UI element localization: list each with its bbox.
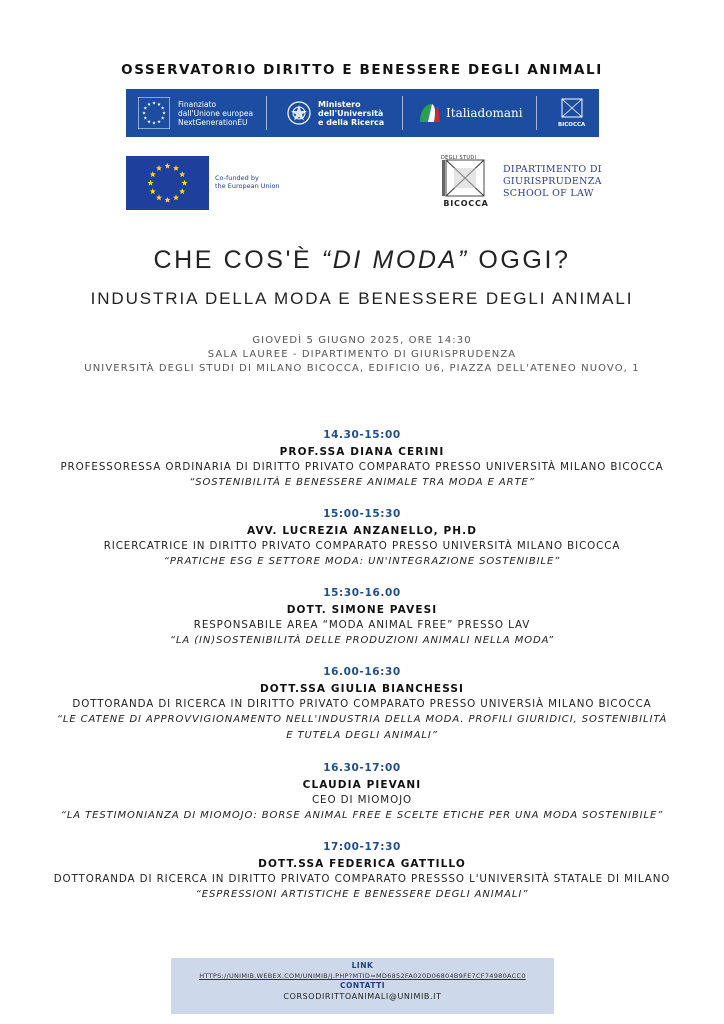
contact-email[interactable]: CORSODIRITTOANIMALI@UNIMIB.IT: [283, 992, 442, 1001]
funding-banner: [126, 89, 599, 137]
italy-tricolor-icon: [416, 100, 442, 126]
eu-star-icon: [181, 180, 187, 186]
program-talk-title: “PRATICHE ESG E SETTORE MODA: UN'INTEGRAZIONE SOSTENIBILE”: [163, 556, 561, 567]
program-talk-title: “LA (IN)SOSTENIBILITÀ DELLE PRODUZIONI ANIMALI NELLA MODA”: [169, 635, 555, 646]
banner-divider: [402, 96, 403, 130]
eu-flag: [126, 156, 209, 210]
program-role: CEO DI MIOMOJO: [311, 794, 413, 806]
program-role: RICERCATRICE IN DIRITTO PRIVATO COMPARATO PRESSO UNIVERSITÀ MILANO BICOCCA: [103, 540, 621, 552]
program-role: DOTTORANDA DI RICERCA IN DIRITTO PRIVATO COMPARATO PRESSO UNIVERSIÀ MILANO BICOCCA: [72, 698, 652, 710]
eu-star-icon: [156, 195, 162, 201]
event-date: GIOVEDÌ 5 GIUGNO 2025, ORE 14:30: [252, 335, 472, 346]
eu-stars-circle-icon: [126, 156, 209, 210]
program-time: 16.30-17:00: [323, 762, 401, 774]
event-room: SALA LAUREE - DIPARTIMENTO DI GIURISPRUDENZA: [207, 349, 517, 360]
program-item: [0, 507, 724, 570]
eu-star-icon: [147, 120, 150, 123]
eu-star-icon: [164, 197, 170, 203]
eu-star-icon: [179, 188, 185, 194]
eu-star-icon: [147, 103, 150, 106]
department-line3: SCHOOL OF LAW: [503, 188, 594, 199]
eu-star-icon: [152, 101, 155, 104]
event-title-start: CHE COS'È: [153, 246, 322, 274]
program-item: [0, 761, 724, 824]
eu-star-icon: [147, 180, 153, 186]
italiadomani-logo: [416, 89, 523, 137]
event-venue: UNIVERSITÀ DEGLI STUDI DI MILANO BICOCCA, EDIFICIO U6, PIAZZA DELL'ATENEO NUOVO, 1: [84, 363, 640, 374]
bicocca-emblem-icon: [561, 98, 583, 118]
program-time: 15:00-15:30: [323, 508, 401, 520]
program-talk-title: “ESPRESSIONI ARTISTICHE E BENESSERE DEGLI ANIMALI”: [195, 889, 529, 900]
program-time: 15:30-16.00: [323, 587, 401, 599]
event-info: [0, 334, 724, 376]
program-speaker: CLAUDIA PIEVANI: [302, 779, 422, 791]
footer-box: [171, 958, 554, 1014]
bicocca-small-label: BICOCCA: [558, 121, 586, 128]
program-speaker: DOTT. SIMONE PAVESI: [286, 604, 438, 616]
ministry-logo: [286, 89, 384, 137]
program-talk-title: “LA TESTIMONIANZA DI MIOMOJO: BORSE ANIMAL FREE E SCELTE ETICHE PER UNA MODA SOSTENIBILE”: [60, 810, 664, 821]
event-title: [0, 246, 724, 275]
organization-title: OSSERVATORIO DIRITTO E BENESSERE DEGLI ANIMALI: [121, 62, 603, 78]
eu-star-icon: [157, 120, 160, 123]
ministry-line2: dell'Università: [318, 108, 384, 118]
university-arc-text: DEGLI STUDI: [441, 155, 477, 161]
eu-star-icon: [144, 106, 147, 109]
eu-star-icon: [173, 195, 179, 201]
program-talk-title: “LE CATENE DI APPROVVIGIONAMENTO NELL'INDUSTRIA DELLA MODA. PROFILI GIURIDICI, SOSTENIBILITÀ E TUTELA DEGLI ANIMALI”: [56, 714, 668, 741]
eu-star-icon: [157, 103, 160, 106]
eu-funded-line2: dall'Unione europea: [178, 108, 254, 118]
eu-star-icon: [150, 188, 156, 194]
program-role: DOTTORANDA DI RICERCA IN DIRITTO PRIVATO COMPARATO PRESSSO L'UNIVERSITÀ STATALE DI MILANO: [53, 873, 671, 885]
eu-star-icon: [173, 165, 179, 171]
program-role: PROFESSORESSA ORDINARIA DI DIRITTO PRIVATO COMPARATO PRESSO UNIVERSITÀ MILANO BICOCCA: [60, 461, 664, 473]
eu-star-icon: [142, 111, 145, 114]
eu-star-icon: [156, 165, 162, 171]
eu-star-icon: [150, 171, 156, 177]
contacts-heading: CONTATTI: [339, 981, 386, 990]
eu-star-icon: [179, 171, 185, 177]
italiadomani-label: Italiadomani: [446, 105, 523, 120]
eu-nextgen-logo: [138, 89, 253, 137]
program-time: 14.30-15:00: [323, 429, 401, 441]
banner-divider: [266, 96, 267, 130]
program-talk-title: “SOSTENIBILITÀ E BENESSERE ANIMALE TRA MODA E ARTE”: [189, 477, 535, 488]
eu-star-icon: [162, 111, 165, 114]
program-item: [0, 840, 724, 903]
bicocca-wordmark: BICOCCA: [443, 199, 489, 208]
eu-star-icon: [161, 106, 164, 109]
cofunded-line1: Co-funded by: [215, 174, 259, 182]
program-role: RESPONSABILE AREA “MODA ANIMAL FREE” PRESSO LAV: [193, 619, 531, 631]
eu-stars-icon: [138, 97, 170, 129]
link-heading: LINK: [351, 961, 374, 970]
department-line1: DIPARTIMENTO DI: [503, 164, 602, 175]
program-speaker: DOTT.SSA GIULIA BIANCHESSI: [259, 683, 465, 695]
program-item: [0, 665, 724, 744]
program-speaker: DOTT.SSA FEDERICA GATTILLO: [258, 858, 466, 870]
eu-star-icon: [164, 163, 170, 169]
eu-funded-line3: NextGenerationEU: [178, 117, 248, 127]
program-time: 16.00-16:30: [323, 666, 401, 678]
eu-funded-line1: Finanziato: [178, 99, 217, 109]
event-title-end: OGGI?: [468, 246, 571, 274]
ministry-line3: e della Ricerca: [318, 117, 385, 127]
program-time: 17:00-17:30: [323, 841, 401, 853]
cofunded-text: [215, 174, 280, 190]
eu-star-icon: [144, 116, 147, 119]
department-text: [503, 164, 602, 200]
ministry-emblem-icon: [286, 100, 312, 126]
department-line2: GIURISPRUDENZA: [503, 176, 602, 187]
program-speaker: AVV. LUCREZIA ANZANELLO, PH.D: [246, 525, 478, 537]
ministry-line1: Ministero: [318, 99, 361, 109]
program-speaker: PROF.SSA DIANA CERINI: [279, 446, 445, 458]
event-title-emphasis: “DI MODA”: [321, 246, 469, 274]
webex-link[interactable]: HTTPS://UNIMIB.WEBEX.COM/UNIMIB/J.PHP?MTID=MD6852FA020D06804B9FE7CF74980ACC0: [199, 972, 526, 980]
program-item: [0, 428, 724, 491]
event-subtitle: INDUSTRIA DELLA MODA E BENESSERE DEGLI ANIMALI: [90, 289, 634, 308]
program-item: [0, 586, 724, 649]
eu-star-icon: [161, 116, 164, 119]
eu-star-icon: [152, 121, 155, 124]
bicocca-small-logo: [558, 89, 585, 137]
banner-divider: [536, 96, 537, 130]
cofunded-line2: the European Union: [215, 182, 280, 190]
